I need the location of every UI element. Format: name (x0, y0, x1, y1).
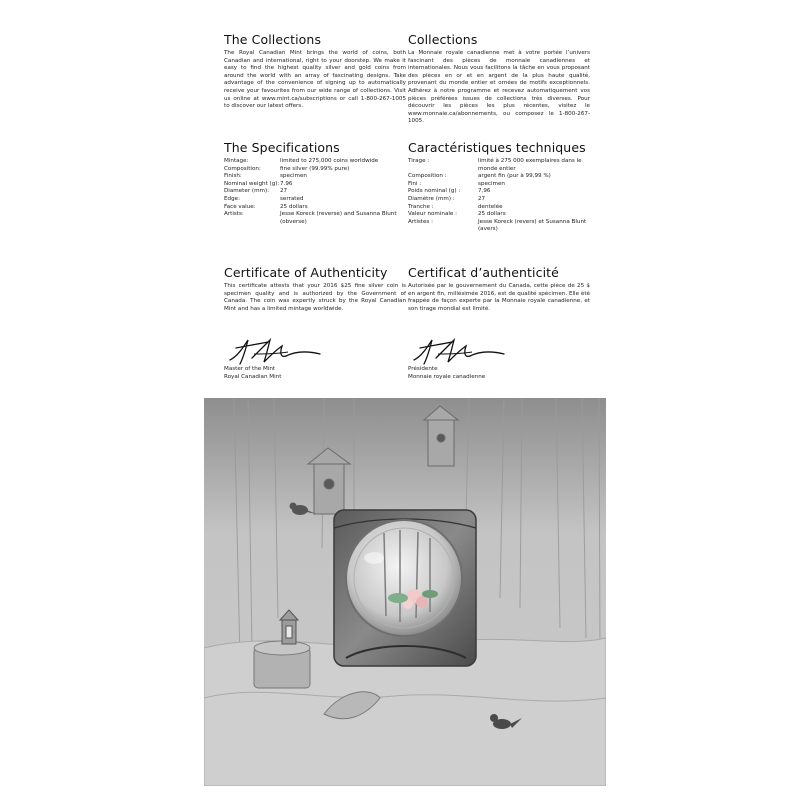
specs-title-en: The Specifications (224, 140, 340, 155)
certificate-title-fr: Certificat d’authenticité (408, 265, 559, 280)
specifications-section-en (224, 140, 406, 226)
certificate-text-panel (204, 16, 606, 398)
silver-coin (346, 520, 462, 636)
collections-text-en: The Royal Canadian Mint brings the world of coins, both Canadian and international, right to your doorstep. We make it easy to find the highest quality silver and gold coins from around the world with an array of fascinating designs. Take advantage of the convenience of signing up to automatically receive your favourites from our wide range of collections. Visit us online at www.mint.ca/subscriptions or call 1-800-267-1005 to discover our latest offers. (224, 50, 406, 110)
certificate-text-en: This certificate attests that your 2016 $25 fine silver coin is specimen quality and is authorized by the Government of Canada. The coin was expertly struck by the Royal Canadian Mint and has a limited mintage worldwide. (224, 283, 406, 312)
spec-label: Edge: (224, 195, 240, 202)
spec-row (224, 204, 406, 212)
spec-row (408, 196, 590, 204)
spec-label: Diameter (mm): (224, 188, 270, 195)
spec-label: Composition : (408, 173, 447, 180)
signature-fr (408, 334, 508, 368)
spec-row (408, 158, 590, 173)
spec-row (408, 211, 590, 219)
collections-section-en (224, 32, 406, 111)
spec-value: limited to 275,000 coins worldwide (280, 158, 379, 164)
collections-title-en: The Collections (224, 32, 322, 47)
certificate-section-fr (408, 265, 590, 313)
collections-section-fr (408, 32, 590, 126)
signature-en (224, 334, 324, 368)
spec-label: Nominal weight (g): (224, 180, 280, 187)
spec-row (408, 204, 590, 212)
collections-text-fr: La Monnaie royale canadienne met à votre portée l’univers fascinant des pièces de monnaie canadiennes et internationales. Nous vous facilitons la tâche en vous proposant des pièces en or et en argent de la plus haute qualité, provenant du monde entier et ornées de motifs exceptionnels. Adhérez à notre programme et recevez automatiquement vos pièces préférées issues de collections très diverses. Pour découvrir les pièces les plus récentes, visitez le www.monnaie.ca/abonnements, ou composez le 1-800-267-1005. (408, 50, 590, 125)
spec-label: Tirage : (408, 158, 430, 164)
spec-row (224, 166, 406, 174)
spec-row (224, 173, 406, 181)
spec-row (224, 211, 406, 226)
spec-row (408, 173, 590, 181)
spec-row (408, 219, 590, 234)
signer-org-en: Royal Canadian Mint (224, 373, 282, 380)
specs-table-en (224, 158, 406, 226)
spec-value: dentelée (478, 203, 503, 210)
spec-row (224, 188, 406, 196)
collections-title-fr: Collections (408, 32, 478, 47)
spec-value: 7.96 (280, 180, 293, 187)
spec-label: Mintage: (224, 158, 249, 164)
spec-label: Valeur nominale : (408, 211, 458, 218)
spec-value: argent fin (pur à 99,99 %) (478, 173, 551, 180)
signer-org-fr: Monnaie royale canadienne (408, 373, 486, 380)
spec-label: Poids nominal (g) : (408, 188, 461, 195)
signer-fr (408, 366, 485, 381)
certificate-title-en: Certificate of Authenticity (224, 265, 388, 280)
spec-label: Diamètre (mm) : (408, 195, 455, 202)
spec-row (408, 181, 590, 189)
spec-label: Artists: (224, 211, 244, 218)
spec-value: limité à 275 000 exemplaires dans le monde entier (478, 158, 582, 172)
spec-value: Jesse Koreck (revers) et Susanna Blunt (avers) (478, 218, 587, 233)
spec-value: 25 dollars (478, 211, 506, 218)
spec-row (224, 181, 406, 189)
signer-title-fr: Présidente (408, 366, 438, 372)
spec-label: Face value: (224, 203, 256, 210)
spec-value: 7,96 (478, 188, 491, 195)
spec-value: serrated (280, 195, 304, 202)
specifications-section-fr (408, 140, 590, 234)
spec-label: Fini : (408, 180, 422, 187)
spec-label: Tranche : (408, 203, 434, 210)
spec-value: Jesse Koreck (reverse) and Susanna Blunt (obverse) (280, 211, 397, 225)
spec-value: 27 (280, 188, 288, 195)
spec-value: 27 (478, 195, 486, 202)
spec-value: 25 dollars (280, 203, 308, 210)
signer-en (224, 366, 281, 381)
forest-illustration-panel (204, 398, 606, 786)
spec-row (224, 158, 406, 166)
spec-value: specimen (280, 173, 307, 180)
spec-label: Composition: (224, 165, 261, 172)
spec-value: fine silver (99.99% pure) (280, 165, 350, 172)
spec-row (408, 188, 590, 196)
tree-stump-icon (254, 641, 310, 688)
certificate-section-en (224, 265, 406, 313)
spec-row (224, 196, 406, 204)
spec-label: Artistes : (408, 218, 433, 225)
signer-title-en: Master of the Mint (224, 366, 276, 372)
forest-illustration (204, 398, 606, 786)
specs-title-fr: Caractéristiques techniques (408, 140, 586, 155)
spec-label: Finish: (224, 173, 242, 180)
certificate-card (204, 16, 606, 786)
spec-value: specimen (478, 180, 505, 187)
specs-table-fr (408, 158, 590, 234)
certificate-text-fr: Autorisée par le gouvernement du Canada, cette pièce de 25 $ en argent fin, millésimée 2016, est de qualité spécimen. Elle été frappée de façon experte par la Monnaie royale canadienne, et son tirage mondial est limité. (408, 283, 590, 312)
